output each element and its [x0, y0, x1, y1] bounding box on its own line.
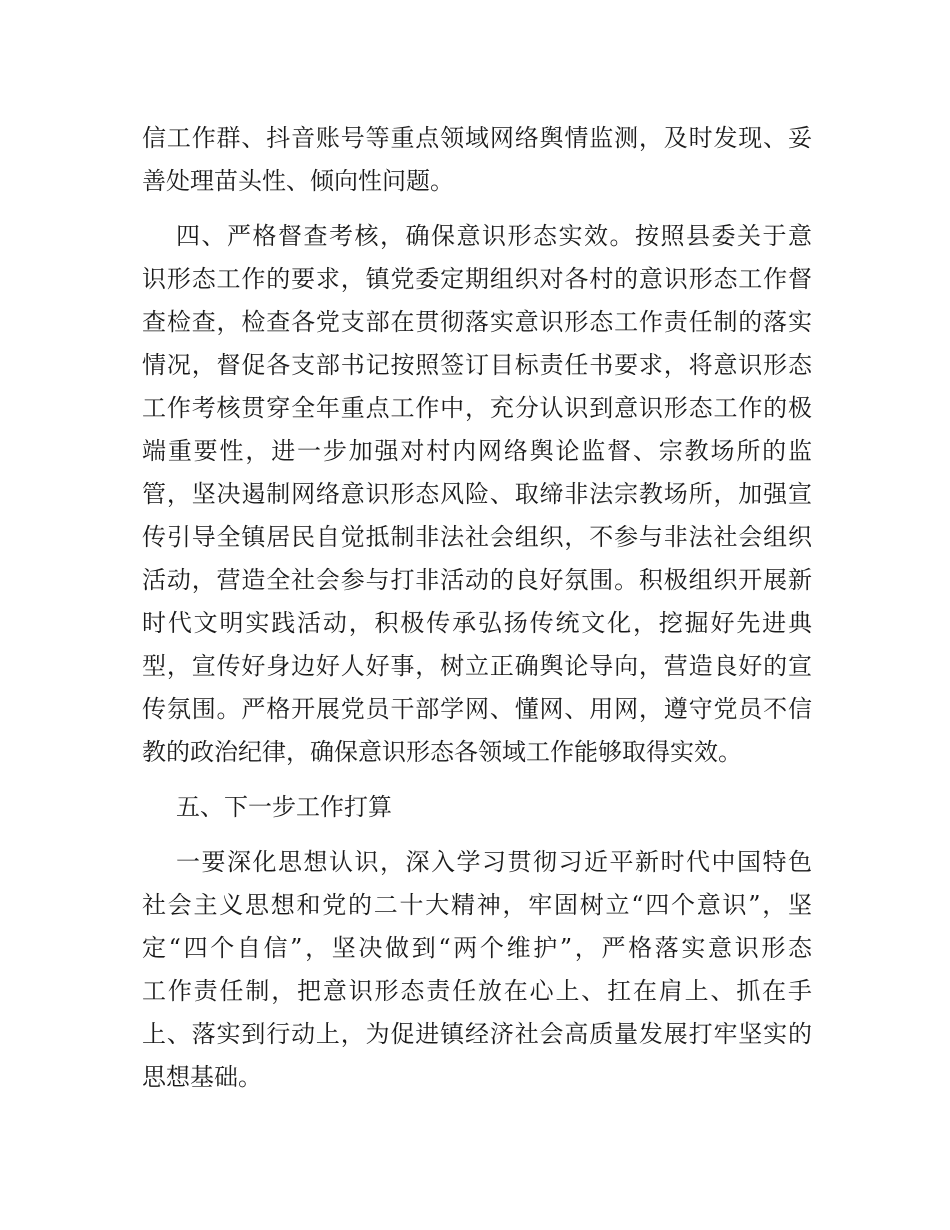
text-line: 查检查，检查各党支部在贯彻落实意识形态工作责任制的落实 [142, 308, 812, 336]
text-line: 善处理苗头性、倾向性问题。 [142, 167, 454, 195]
text-line: 传氛围。严格开展党员干部学网、懂网、用网，遵守党员不信 [142, 695, 812, 723]
text-line: 一要深化思想认识，深入学习贯彻习近平新时代中国特色 [176, 848, 812, 876]
section-heading-five [142, 786, 812, 829]
text-line: 思想基础。 [142, 1063, 262, 1091]
text-line: 端重要性，进一步加强对村内网络舆论监督、宗教场所的监 [142, 437, 812, 465]
section-heading: 五、下一步工作打算 [176, 793, 392, 821]
text-line: 社会主义思想和党的二十大精神，牢固树立“四个意识”，坚 [142, 891, 812, 919]
text-line: 活动，营造全社会参与打非活动的良好氛围。积极组织开展新 [142, 566, 812, 594]
paragraph-next-steps [142, 841, 812, 1099]
text-line: 型，宣传好身边好人好事，树立正确舆论导向，营造良好的宣 [142, 652, 812, 680]
text-line: 信工作群、抖音账号等重点领域网络舆情监测，及时发现、妥 [142, 124, 812, 152]
text-line: 传引导全镇居民自觉抵制非法社会组织，不参与非法社会组织 [142, 523, 812, 551]
text-line: 工作责任制，把意识形态责任放在心上、扛在肩上、抓在手 [142, 977, 812, 1005]
document-body [142, 117, 812, 1099]
text-line: 教的政治纪律，确保意识形态各领域工作能够取得实效。 [142, 738, 742, 766]
text-line: 识形态工作的要求，镇党委定期组织对各村的意识形态工作督 [142, 265, 812, 293]
text-line: 定“四个自信”，坚决做到“两个维护”，严格落实意识形态 [142, 934, 812, 962]
text-line: 情况，督促各支部书记按照签订目标责任书要求，将意识形态 [142, 351, 812, 379]
paragraph-continued [142, 117, 812, 203]
text-line: 时代文明实践活动，积极传承弘扬传统文化，挖掘好先进典 [142, 609, 812, 637]
text-line: 四、严格督查考核，确保意识形态实效。按照县委关于意 [176, 222, 812, 250]
text-line: 工作考核贯穿全年重点工作中，充分认识到意识形态工作的极 [142, 394, 812, 422]
text-line: 管，坚决遏制网络意识形态风险、取缔非法宗教场所，加强宣 [142, 480, 812, 508]
paragraph-section-four [142, 215, 812, 774]
text-line: 上、落实到行动上，为促进镇经济社会高质量发展打牢坚实的 [142, 1020, 812, 1048]
